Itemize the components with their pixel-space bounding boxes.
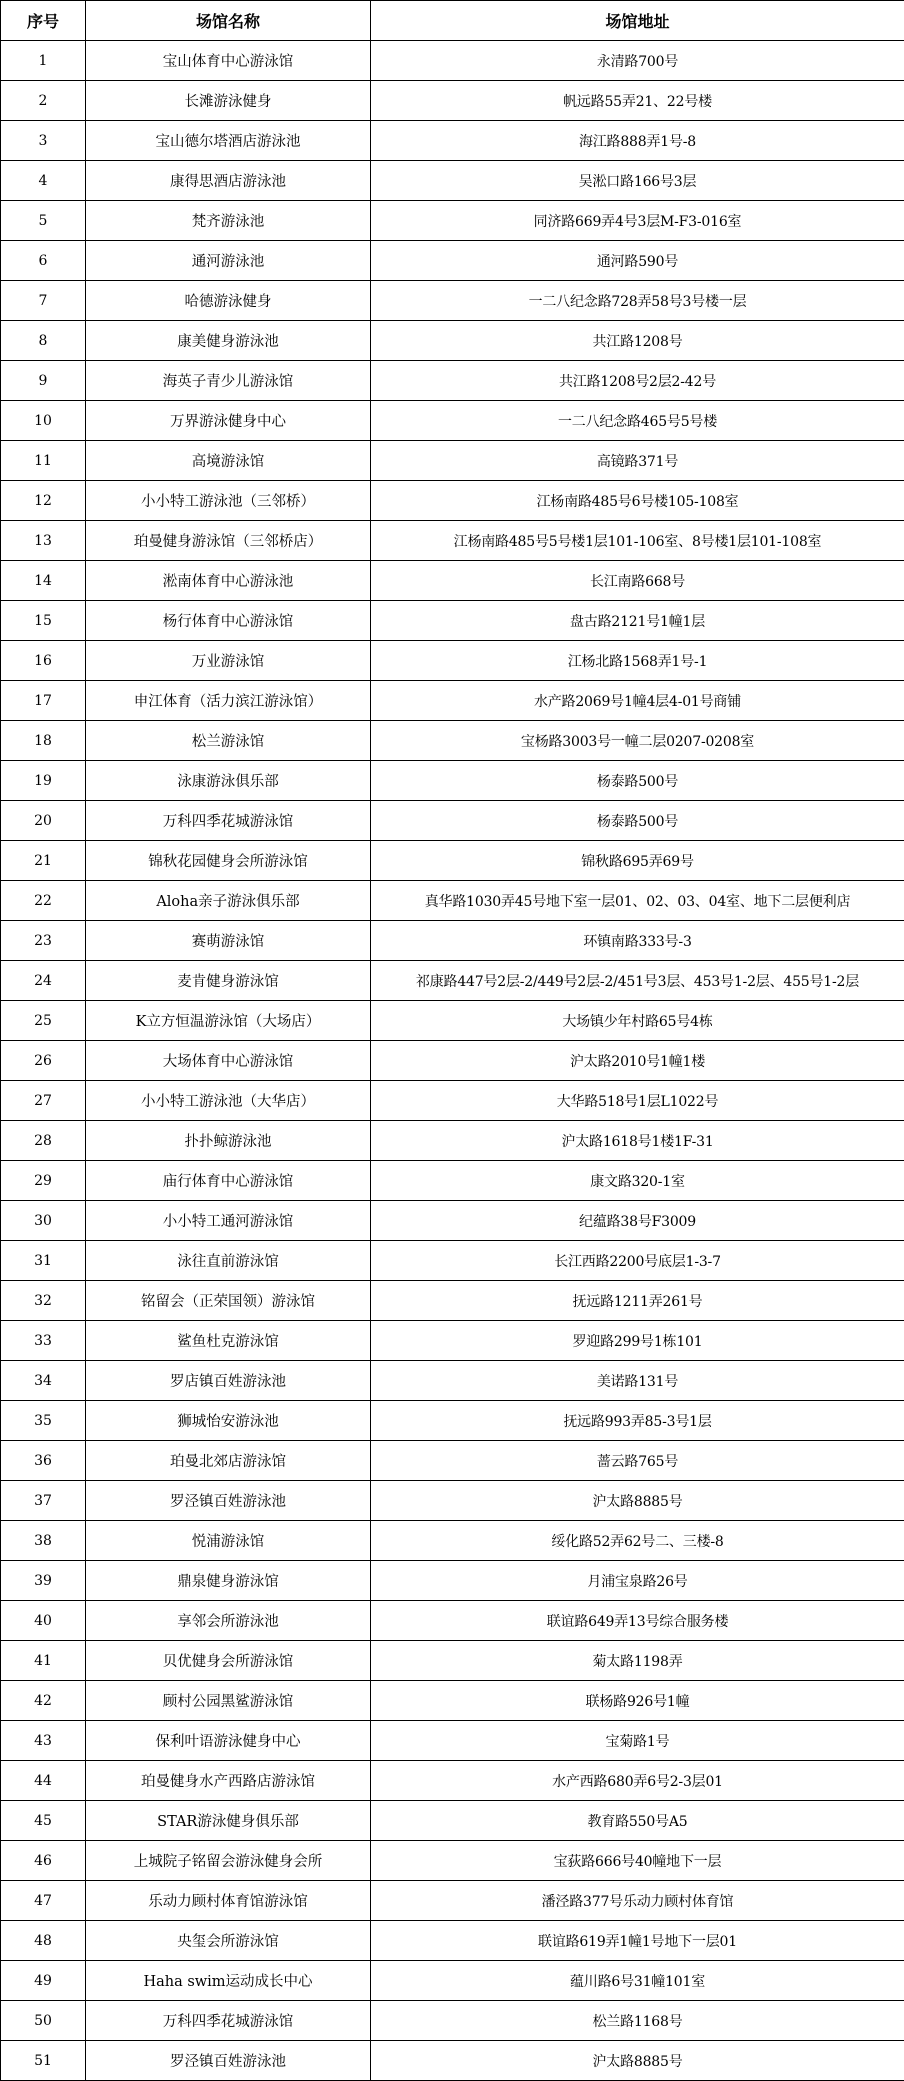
table-row — [1, 1321, 904, 1361]
venue-name: Aloha亲子游泳俱乐部 — [86, 881, 371, 921]
row-index: 27 — [1, 1081, 86, 1121]
table-row — [1, 401, 904, 441]
venue-name: 宝山德尔塔酒店游泳池 — [86, 121, 371, 161]
venue-address: 江杨北路1568弄1号-1 — [371, 641, 904, 681]
row-index: 39 — [1, 1561, 86, 1601]
venue-name: STAR游泳健身俱乐部 — [86, 1801, 371, 1841]
venue-name: 铭留会（正荣国领）游泳馆 — [86, 1281, 371, 1321]
row-index: 50 — [1, 2001, 86, 2041]
venue-address: 沪太路2010号1幢1楼 — [371, 1041, 904, 1081]
header-index: 序号 — [1, 1, 86, 41]
row-index: 37 — [1, 1481, 86, 1521]
row-index: 24 — [1, 961, 86, 1001]
table-row — [1, 361, 904, 401]
table-row — [1, 441, 904, 481]
table-row — [1, 41, 904, 81]
table-row — [1, 1841, 904, 1881]
table-row — [1, 1881, 904, 1921]
table-row — [1, 81, 904, 121]
table-body — [1, 41, 904, 2081]
venue-name: 享邻会所游泳池 — [86, 1601, 371, 1641]
venue-address: 月浦宝泉路26号 — [371, 1561, 904, 1601]
venue-address: 大场镇少年村路65号4栋 — [371, 1001, 904, 1041]
venue-address: 纪蕴路38号F3009 — [371, 1201, 904, 1241]
row-index: 19 — [1, 761, 86, 801]
venue-name: 麦肯健身游泳馆 — [86, 961, 371, 1001]
venue-address: 共江路1208号2层2-42号 — [371, 361, 904, 401]
venue-address: 潘泾路377号乐动力顾村体育馆 — [371, 1881, 904, 1921]
row-index: 32 — [1, 1281, 86, 1321]
row-index: 28 — [1, 1121, 86, 1161]
venue-address: 大华路518号1层L1022号 — [371, 1081, 904, 1121]
venue-address: 抚远路993弄85-3号1层 — [371, 1401, 904, 1441]
venue-address: 江杨南路485号6号楼105-108室 — [371, 481, 904, 521]
venue-name: 杨行体育中心游泳馆 — [86, 601, 371, 641]
row-index: 7 — [1, 281, 86, 321]
venue-address: 蕴川路6号31幢101室 — [371, 1961, 904, 2001]
venue-name: 顾村公园黑鲨游泳馆 — [86, 1681, 371, 1721]
table-row — [1, 1001, 904, 1041]
table-row — [1, 1481, 904, 1521]
row-index: 10 — [1, 401, 86, 441]
venue-address: 祁康路447号2层-2/449号2层-2/451号3层、453号1-2层、455号1-2层 — [371, 961, 904, 1001]
venue-name: 万界游泳健身中心 — [86, 401, 371, 441]
table-header-row — [1, 1, 904, 41]
venue-name: 小小特工通河游泳馆 — [86, 1201, 371, 1241]
row-index: 1 — [1, 41, 86, 81]
venue-address: 一二八纪念路465号5号楼 — [371, 401, 904, 441]
row-index: 18 — [1, 721, 86, 761]
venue-name: 宝山体育中心游泳馆 — [86, 41, 371, 81]
row-index: 5 — [1, 201, 86, 241]
row-index: 44 — [1, 1761, 86, 1801]
venue-address: 宝菊路1号 — [371, 1721, 904, 1761]
venue-address: 菊太路1198弄 — [371, 1641, 904, 1681]
venue-name: 申江体育（活力滨江游泳馆） — [86, 681, 371, 721]
venue-name: 小小特工游泳池（大华店） — [86, 1081, 371, 1121]
venue-name: 庙行体育中心游泳馆 — [86, 1161, 371, 1201]
row-index: 15 — [1, 601, 86, 641]
table-row — [1, 321, 904, 361]
venue-name: 鼎泉健身游泳馆 — [86, 1561, 371, 1601]
table-row — [1, 1921, 904, 1961]
venue-name: 万科四季花城游泳馆 — [86, 801, 371, 841]
venue-name: 央玺会所游泳馆 — [86, 1921, 371, 1961]
venue-name: 赛萌游泳馆 — [86, 921, 371, 961]
row-index: 2 — [1, 81, 86, 121]
row-index: 23 — [1, 921, 86, 961]
table-row — [1, 161, 904, 201]
venue-address: 联谊路649弄13号综合服务楼 — [371, 1601, 904, 1641]
table-row — [1, 681, 904, 721]
table-row — [1, 561, 904, 601]
venue-address: 康文路320-1室 — [371, 1161, 904, 1201]
table-row — [1, 641, 904, 681]
row-index: 36 — [1, 1441, 86, 1481]
row-index: 49 — [1, 1961, 86, 2001]
table-row — [1, 1161, 904, 1201]
table-row — [1, 521, 904, 561]
table-row — [1, 1241, 904, 1281]
venue-address: 锦秋路695弄69号 — [371, 841, 904, 881]
venue-address: 抚远路1211弄261号 — [371, 1281, 904, 1321]
table-row — [1, 841, 904, 881]
row-index: 43 — [1, 1721, 86, 1761]
venue-name: 高境游泳馆 — [86, 441, 371, 481]
venue-name: 悦浦游泳馆 — [86, 1521, 371, 1561]
venue-address: 真华路1030弄45号地下室一层01、02、03、04室、地下二层便利店 — [371, 881, 904, 921]
row-index: 17 — [1, 681, 86, 721]
venue-name: 长滩游泳健身 — [86, 81, 371, 121]
table-row — [1, 201, 904, 241]
venue-address: 高镜路371号 — [371, 441, 904, 481]
row-index: 3 — [1, 121, 86, 161]
venue-name: 罗店镇百姓游泳池 — [86, 1361, 371, 1401]
row-index: 40 — [1, 1601, 86, 1641]
venue-name: 珀曼北郊店游泳馆 — [86, 1441, 371, 1481]
venue-name: 梵齐游泳池 — [86, 201, 371, 241]
table-row — [1, 1761, 904, 1801]
table-row — [1, 801, 904, 841]
table-row — [1, 1361, 904, 1401]
row-index: 21 — [1, 841, 86, 881]
row-index: 16 — [1, 641, 86, 681]
venue-address: 共江路1208号 — [371, 321, 904, 361]
venue-address: 宝杨路3003号一幢二层0207-0208室 — [371, 721, 904, 761]
table-row — [1, 1081, 904, 1121]
venue-address: 罗迎路299号1栋101 — [371, 1321, 904, 1361]
venue-address: 松兰路1168号 — [371, 2001, 904, 2041]
table-row — [1, 1801, 904, 1841]
table-row — [1, 1401, 904, 1441]
row-index: 12 — [1, 481, 86, 521]
venue-name: K立方恒温游泳馆（大场店） — [86, 1001, 371, 1041]
venue-name: 康美健身游泳池 — [86, 321, 371, 361]
venue-name: 贝优健身会所游泳馆 — [86, 1641, 371, 1681]
table-row — [1, 121, 904, 161]
row-index: 20 — [1, 801, 86, 841]
table-row — [1, 281, 904, 321]
venue-address: 江杨南路485号5号楼1层101-106室、8号楼1层101-108室 — [371, 521, 904, 561]
venue-address: 杨泰路500号 — [371, 761, 904, 801]
table-row — [1, 1681, 904, 1721]
row-index: 42 — [1, 1681, 86, 1721]
venue-address: 环镇南路333号-3 — [371, 921, 904, 961]
venue-name: 罗泾镇百姓游泳池 — [86, 1481, 371, 1521]
table-row — [1, 1121, 904, 1161]
row-index: 31 — [1, 1241, 86, 1281]
venue-name: 珀曼健身游泳馆（三邻桥店） — [86, 521, 371, 561]
venue-address: 长江西路2200号底层1-3-7 — [371, 1241, 904, 1281]
table-row — [1, 1721, 904, 1761]
row-index: 46 — [1, 1841, 86, 1881]
venue-name: Haha swim运动成长中心 — [86, 1961, 371, 2001]
venue-address: 通河路590号 — [371, 241, 904, 281]
row-index: 41 — [1, 1641, 86, 1681]
venue-name: 珀曼健身水产西路店游泳馆 — [86, 1761, 371, 1801]
table-row — [1, 481, 904, 521]
venue-address: 海江路888弄1号-8 — [371, 121, 904, 161]
venue-name: 大场体育中心游泳馆 — [86, 1041, 371, 1081]
table-row — [1, 1561, 904, 1601]
venue-name: 康得思酒店游泳池 — [86, 161, 371, 201]
row-index: 45 — [1, 1801, 86, 1841]
table-row — [1, 1041, 904, 1081]
row-index: 13 — [1, 521, 86, 561]
venue-address: 联杨路926号1幢 — [371, 1681, 904, 1721]
row-index: 29 — [1, 1161, 86, 1201]
table-row — [1, 2001, 904, 2041]
table-row — [1, 921, 904, 961]
table-row — [1, 241, 904, 281]
venue-name: 乐动力顾村体育馆游泳馆 — [86, 1881, 371, 1921]
venue-name: 海英子青少儿游泳馆 — [86, 361, 371, 401]
venue-address: 宝荻路666号40幢地下一层 — [371, 1841, 904, 1881]
venue-name: 罗泾镇百姓游泳池 — [86, 2041, 371, 2081]
row-index: 11 — [1, 441, 86, 481]
venue-name: 鲨鱼杜克游泳馆 — [86, 1321, 371, 1361]
table-row — [1, 1441, 904, 1481]
table-row — [1, 1521, 904, 1561]
venue-address: 联谊路619弄1幢1号地下一层01 — [371, 1921, 904, 1961]
venue-name: 狮城怡安游泳池 — [86, 1401, 371, 1441]
venue-name: 万业游泳馆 — [86, 641, 371, 681]
row-index: 51 — [1, 2041, 86, 2081]
venue-address: 水产西路680弄6号2-3层01 — [371, 1761, 904, 1801]
venue-name: 哈德游泳健身 — [86, 281, 371, 321]
table-row — [1, 1641, 904, 1681]
row-index: 25 — [1, 1001, 86, 1041]
table-row — [1, 601, 904, 641]
table-row — [1, 761, 904, 801]
row-index: 47 — [1, 1881, 86, 1921]
table-row — [1, 1961, 904, 2001]
row-index: 14 — [1, 561, 86, 601]
venue-address: 盘古路2121号1幢1层 — [371, 601, 904, 641]
table-row — [1, 961, 904, 1001]
table-row — [1, 881, 904, 921]
venue-name: 淞南体育中心游泳池 — [86, 561, 371, 601]
table-row — [1, 2041, 904, 2081]
row-index: 4 — [1, 161, 86, 201]
table-row — [1, 1201, 904, 1241]
venue-address: 水产路2069号1幢4层4-01号商铺 — [371, 681, 904, 721]
row-index: 26 — [1, 1041, 86, 1081]
venue-address: 沪太路8885号 — [371, 2041, 904, 2081]
row-index: 48 — [1, 1921, 86, 1961]
venue-address: 同济路669弄4号3层M-F3-016室 — [371, 201, 904, 241]
venue-name: 松兰游泳馆 — [86, 721, 371, 761]
venue-address: 永清路700号 — [371, 41, 904, 81]
venue-address: 美诺路131号 — [371, 1361, 904, 1401]
venue-address: 蔷云路765号 — [371, 1441, 904, 1481]
venue-address: 长江南路668号 — [371, 561, 904, 601]
venue-name: 锦秋花园健身会所游泳馆 — [86, 841, 371, 881]
venue-name: 泳康游泳俱乐部 — [86, 761, 371, 801]
row-index: 9 — [1, 361, 86, 401]
venue-address: 帆远路55弄21、22号楼 — [371, 81, 904, 121]
venue-address: 一二八纪念路728弄58号3号楼一层 — [371, 281, 904, 321]
row-index: 8 — [1, 321, 86, 361]
row-index: 33 — [1, 1321, 86, 1361]
header-venue-address: 场馆地址 — [371, 1, 904, 41]
row-index: 38 — [1, 1521, 86, 1561]
venue-address: 杨泰路500号 — [371, 801, 904, 841]
row-index: 6 — [1, 241, 86, 281]
venue-address: 绥化路52弄62号二、三楼-8 — [371, 1521, 904, 1561]
venue-address: 沪太路8885号 — [371, 1481, 904, 1521]
row-index: 22 — [1, 881, 86, 921]
venue-name: 上城院子铭留会游泳健身会所 — [86, 1841, 371, 1881]
table-row — [1, 721, 904, 761]
row-index: 30 — [1, 1201, 86, 1241]
venue-name: 泳往直前游泳馆 — [86, 1241, 371, 1281]
venue-name: 通河游泳池 — [86, 241, 371, 281]
table-row — [1, 1601, 904, 1641]
header-venue-name: 场馆名称 — [86, 1, 371, 41]
table-row — [1, 1281, 904, 1321]
venue-address: 吴淞口路166号3层 — [371, 161, 904, 201]
row-index: 35 — [1, 1401, 86, 1441]
venue-address: 教育路550号A5 — [371, 1801, 904, 1841]
venue-name: 保利叶语游泳健身中心 — [86, 1721, 371, 1761]
venue-name: 万科四季花城游泳馆 — [86, 2001, 371, 2041]
venue-name: 扑扑鲸游泳池 — [86, 1121, 371, 1161]
venue-address: 沪太路1618号1楼1F-31 — [371, 1121, 904, 1161]
row-index: 34 — [1, 1361, 86, 1401]
venue-name: 小小特工游泳池（三邻桥） — [86, 481, 371, 521]
